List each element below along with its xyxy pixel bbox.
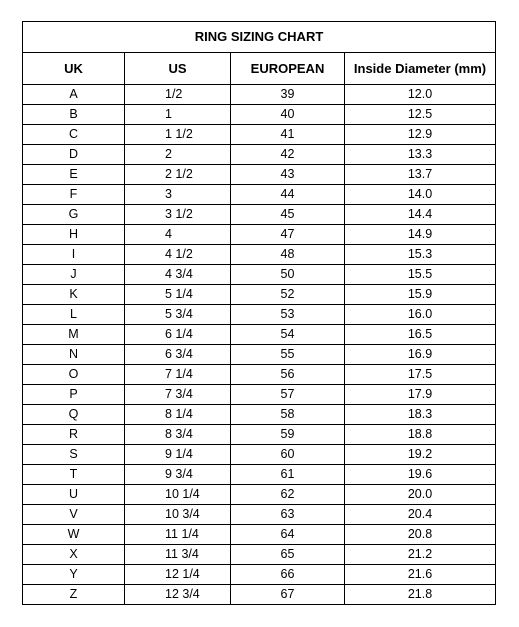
table-title: RING SIZING CHART [23, 22, 496, 53]
cell-inside-diameter: 21.2 [345, 545, 496, 565]
cell-european: 43 [231, 165, 345, 185]
cell-uk: K [23, 285, 125, 305]
table-row [23, 125, 496, 145]
table-row [23, 585, 496, 605]
cell-us: 1 [125, 105, 231, 125]
cell-uk: M [23, 325, 125, 345]
cell-inside-diameter: 15.9 [345, 285, 496, 305]
table-body [23, 85, 496, 605]
cell-us: 8 3/4 [125, 425, 231, 445]
cell-inside-diameter: 20.0 [345, 485, 496, 505]
cell-inside-diameter: 15.5 [345, 265, 496, 285]
cell-european: 63 [231, 505, 345, 525]
cell-us: 10 1/4 [125, 485, 231, 505]
cell-uk: Y [23, 565, 125, 585]
cell-uk: G [23, 205, 125, 225]
cell-inside-diameter: 19.2 [345, 445, 496, 465]
cell-uk: Q [23, 405, 125, 425]
cell-us: 6 1/4 [125, 325, 231, 345]
cell-us: 1 1/2 [125, 125, 231, 145]
table-row [23, 205, 496, 225]
cell-inside-diameter: 18.3 [345, 405, 496, 425]
cell-european: 53 [231, 305, 345, 325]
table-row [23, 345, 496, 365]
cell-european: 44 [231, 185, 345, 205]
cell-european: 57 [231, 385, 345, 405]
table-row [23, 425, 496, 445]
cell-inside-diameter: 18.8 [345, 425, 496, 445]
cell-uk: C [23, 125, 125, 145]
table-row [23, 325, 496, 345]
cell-us: 7 1/4 [125, 365, 231, 385]
cell-us: 11 1/4 [125, 525, 231, 545]
cell-us: 2 [125, 145, 231, 165]
cell-european: 56 [231, 365, 345, 385]
table-row [23, 385, 496, 405]
cell-us: 8 1/4 [125, 405, 231, 425]
cell-european: 66 [231, 565, 345, 585]
cell-inside-diameter: 16.5 [345, 325, 496, 345]
cell-us: 6 3/4 [125, 345, 231, 365]
cell-inside-diameter: 16.0 [345, 305, 496, 325]
cell-inside-diameter: 14.9 [345, 225, 496, 245]
table-row [23, 485, 496, 505]
cell-european: 45 [231, 205, 345, 225]
header-us: US [125, 53, 231, 85]
cell-european: 65 [231, 545, 345, 565]
cell-us: 4 [125, 225, 231, 245]
table-row [23, 565, 496, 585]
cell-uk: B [23, 105, 125, 125]
table-row [23, 225, 496, 245]
table-row [23, 505, 496, 525]
cell-european: 48 [231, 245, 345, 265]
table-row [23, 265, 496, 285]
cell-us: 9 3/4 [125, 465, 231, 485]
cell-inside-diameter: 14.0 [345, 185, 496, 205]
table-row [23, 365, 496, 385]
cell-uk: O [23, 365, 125, 385]
cell-us: 3 1/2 [125, 205, 231, 225]
table-row [23, 245, 496, 265]
cell-inside-diameter: 20.8 [345, 525, 496, 545]
cell-uk: X [23, 545, 125, 565]
cell-european: 59 [231, 425, 345, 445]
table-row [23, 305, 496, 325]
cell-uk: U [23, 485, 125, 505]
cell-us: 11 3/4 [125, 545, 231, 565]
cell-uk: I [23, 245, 125, 265]
table-row [23, 185, 496, 205]
cell-inside-diameter: 21.6 [345, 565, 496, 585]
cell-european: 55 [231, 345, 345, 365]
cell-uk: J [23, 265, 125, 285]
cell-inside-diameter: 17.5 [345, 365, 496, 385]
cell-inside-diameter: 15.3 [345, 245, 496, 265]
cell-us: 4 1/2 [125, 245, 231, 265]
cell-us: 9 1/4 [125, 445, 231, 465]
table-row [23, 85, 496, 105]
cell-us: 12 3/4 [125, 585, 231, 605]
cell-inside-diameter: 19.6 [345, 465, 496, 485]
header-inside-diameter: Inside Diameter (mm) [345, 53, 496, 85]
cell-us: 1/2 [125, 85, 231, 105]
table-row [23, 405, 496, 425]
cell-us: 7 3/4 [125, 385, 231, 405]
title-row [23, 22, 496, 53]
cell-uk: S [23, 445, 125, 465]
cell-uk: W [23, 525, 125, 545]
cell-inside-diameter: 13.7 [345, 165, 496, 185]
cell-us: 5 1/4 [125, 285, 231, 305]
cell-european: 61 [231, 465, 345, 485]
cell-european: 42 [231, 145, 345, 165]
table-row [23, 545, 496, 565]
cell-european: 40 [231, 105, 345, 125]
cell-us: 2 1/2 [125, 165, 231, 185]
cell-european: 39 [231, 85, 345, 105]
cell-european: 54 [231, 325, 345, 345]
cell-uk: V [23, 505, 125, 525]
cell-uk: D [23, 145, 125, 165]
cell-uk: E [23, 165, 125, 185]
header-uk: UK [23, 53, 125, 85]
cell-european: 47 [231, 225, 345, 245]
cell-european: 52 [231, 285, 345, 305]
table-row [23, 525, 496, 545]
header-european: EUROPEAN [231, 53, 345, 85]
cell-european: 41 [231, 125, 345, 145]
cell-uk: P [23, 385, 125, 405]
cell-inside-diameter: 12.0 [345, 85, 496, 105]
table-row [23, 465, 496, 485]
cell-us: 10 3/4 [125, 505, 231, 525]
cell-uk: Z [23, 585, 125, 605]
cell-european: 60 [231, 445, 345, 465]
cell-uk: T [23, 465, 125, 485]
cell-inside-diameter: 17.9 [345, 385, 496, 405]
cell-inside-diameter: 21.8 [345, 585, 496, 605]
cell-us: 3 [125, 185, 231, 205]
cell-inside-diameter: 20.4 [345, 505, 496, 525]
cell-uk: A [23, 85, 125, 105]
cell-uk: L [23, 305, 125, 325]
table-row [23, 445, 496, 465]
cell-us: 4 3/4 [125, 265, 231, 285]
cell-european: 64 [231, 525, 345, 545]
cell-european: 62 [231, 485, 345, 505]
cell-inside-diameter: 16.9 [345, 345, 496, 365]
cell-european: 50 [231, 265, 345, 285]
cell-european: 67 [231, 585, 345, 605]
table-row [23, 105, 496, 125]
cell-uk: F [23, 185, 125, 205]
cell-inside-diameter: 12.9 [345, 125, 496, 145]
table-row [23, 145, 496, 165]
table-row [23, 165, 496, 185]
cell-uk: H [23, 225, 125, 245]
cell-inside-diameter: 14.4 [345, 205, 496, 225]
cell-uk: R [23, 425, 125, 445]
cell-us: 12 1/4 [125, 565, 231, 585]
cell-inside-diameter: 13.3 [345, 145, 496, 165]
cell-inside-diameter: 12.5 [345, 105, 496, 125]
ring-sizing-table [22, 21, 496, 605]
cell-uk: N [23, 345, 125, 365]
cell-us: 5 3/4 [125, 305, 231, 325]
header-row [23, 53, 496, 85]
cell-european: 58 [231, 405, 345, 425]
table-row [23, 285, 496, 305]
